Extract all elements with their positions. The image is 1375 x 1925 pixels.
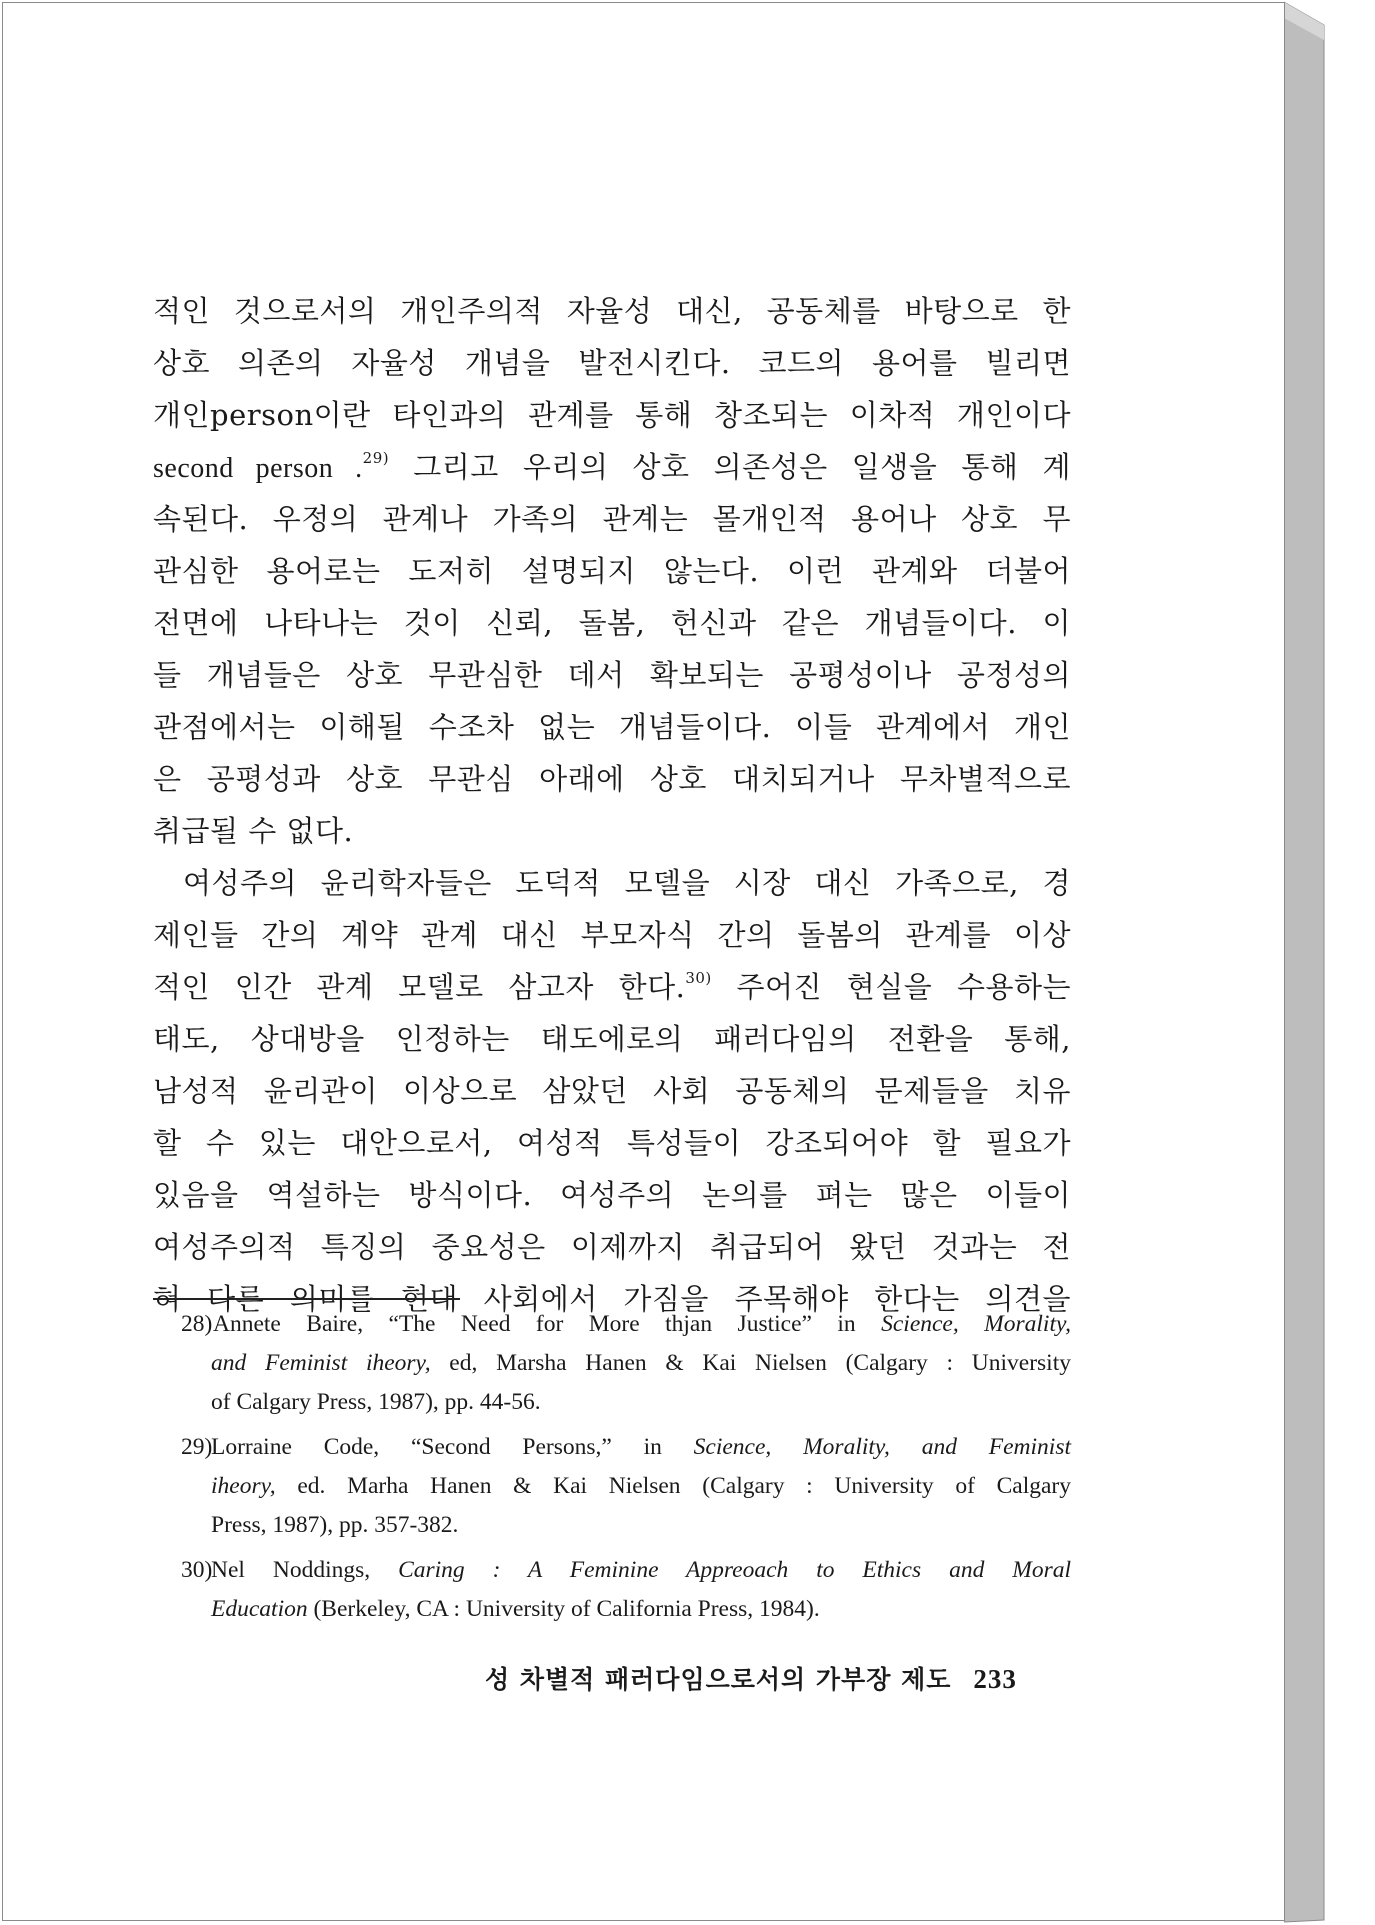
footnote-text: Lorraine Code, “Second Persons,” in [211, 1434, 694, 1460]
footnote-title: Science, Morality, [881, 1311, 1071, 1337]
footnote-text: (Berkeley, CA : University of California Press, 1984). [307, 1596, 820, 1622]
body-line: 적인 것으로서의 개인주의적 자율성 대신, 공동체를 바탕으로 한 [153, 294, 1071, 328]
footnote-line [211, 1428, 1071, 1467]
footnote-divider [153, 1298, 460, 1300]
footnote-number: 30) [181, 1557, 213, 1583]
body-line: 여성주의적 특징의 중요성은 이제까지 취급되어 왔던 것과는 전 [153, 1230, 1071, 1264]
body-line-with-footnote [153, 441, 1071, 493]
footnote-29 [153, 1428, 1071, 1545]
running-title: 성 차별적 패러다임으로서의 가부장 제도 [485, 1665, 952, 1694]
footnote-number: 29) [181, 1434, 213, 1460]
footnote-title: Science, Morality, and Feminist [693, 1434, 1071, 1460]
footnote-line [211, 1551, 1071, 1590]
paragraph-start-line: 여성주의 윤리학자들은 도덕적 모델을 시장 대신 가족으로, 경 [183, 866, 1071, 900]
body-line-with-footnote [153, 961, 1071, 1013]
body-line-text: 그리고 우리의 상호 의존성은 일생을 통해 계 [413, 450, 1072, 484]
body-line: 취급될 수 없다. [153, 814, 354, 848]
body-line: 관심한 용어로는 도저히 설명되지 않는다. 이런 관계와 더불어 [153, 554, 1071, 588]
body-line: 속된다. 우정의 관계나 가족의 관계는 몰개인적 용어나 상호 무 [153, 502, 1071, 536]
body-line: 들 개념들은 상호 무관심한 데서 확보되는 공평성이나 공정성의 [153, 658, 1071, 692]
body-line-text: 적인 인간 관계 모델로 삼고자 한다. [153, 970, 686, 1004]
footnote-line [213, 1305, 1071, 1344]
body-line: 혀 다른 의미를 현대 사회에서 가짐을 주목해야 한다는 의견을 [153, 1282, 1071, 1316]
footnote-text: ed. Marha Hanen & Kai Nielsen (Calgary : University of Calgary [275, 1473, 1071, 1499]
footnote-line [211, 1344, 1071, 1383]
footnote-ref-29[interactable]: 29) [362, 449, 390, 467]
footnotes [153, 1305, 1071, 1635]
footnote-line: Press, 1987), pp. 357-382. [211, 1512, 459, 1538]
inline-english-term: second person . [153, 453, 363, 484]
footnote-title: Education [211, 1596, 308, 1622]
footnote-text: ed, Marsha Hanen & Kai Nielsen (Calgary : University [430, 1350, 1071, 1376]
footnote-ref-30[interactable]: 30) [685, 969, 712, 987]
footnote-title: iheory, [211, 1473, 276, 1499]
body-line: 남성적 윤리관이 이상으로 삼았던 사회 공동체의 문제들을 치유 [153, 1074, 1071, 1108]
body-line: 관점에서는 이해될 수조차 없는 개념들이다. 이들 관계에서 개인 [153, 710, 1071, 744]
footnote-number: 28) [181, 1311, 213, 1337]
footnote-28 [153, 1305, 1071, 1422]
body-line: 개인person이란 타인과의 관계를 통해 창조되는 이차적 개인이다 [153, 398, 1071, 432]
body-line: 상호 의존의 자율성 개념을 발전시킨다. 코드의 용어를 빌리면 [153, 346, 1071, 380]
page-number: 233 [973, 1664, 1017, 1694]
body-line-text: 주어진 현실을 수용하는 [736, 970, 1071, 1004]
body-line: 전면에 나타나는 것이 신뢰, 돌봄, 헌신과 같은 개념들이다. 이 [153, 606, 1071, 640]
body-line: 은 공평성과 상호 무관심 아래에 상호 대치되거나 무차별적으로 [153, 762, 1071, 796]
body-line: 태도, 상대방을 인정하는 태도에로의 패러다임의 전환을 통해, [153, 1022, 1071, 1056]
page-footer [485, 1660, 1017, 1696]
footnote-title: Caring : A Feminine Appreoach to Ethics and Moral [398, 1557, 1071, 1583]
body-line: 할 수 있는 대안으로서, 여성적 특성들이 강조되어야 할 필요가 [153, 1126, 1071, 1160]
footnote-text: Nel Noddings, [211, 1557, 399, 1583]
footnote-text: Annete Baire, “The Need for More thjan Justice” in [213, 1311, 882, 1337]
footnote-title: and Feminist iheory, [211, 1350, 431, 1376]
body-line: 있음을 역설하는 방식이다. 여성주의 논의를 펴는 많은 이들이 [153, 1178, 1071, 1212]
footnote-line [211, 1590, 1071, 1629]
footnote-line [211, 1467, 1071, 1506]
footnote-line: of Calgary Press, 1987), pp. 44-56. [211, 1389, 541, 1415]
footnote-30 [153, 1551, 1071, 1629]
body-text [153, 285, 1071, 1325]
body-line: 제인들 간의 계약 관계 대신 부모자식 간의 돌봄의 관계를 이상 [153, 918, 1071, 952]
page-thickness-edge [1284, 0, 1374, 1925]
